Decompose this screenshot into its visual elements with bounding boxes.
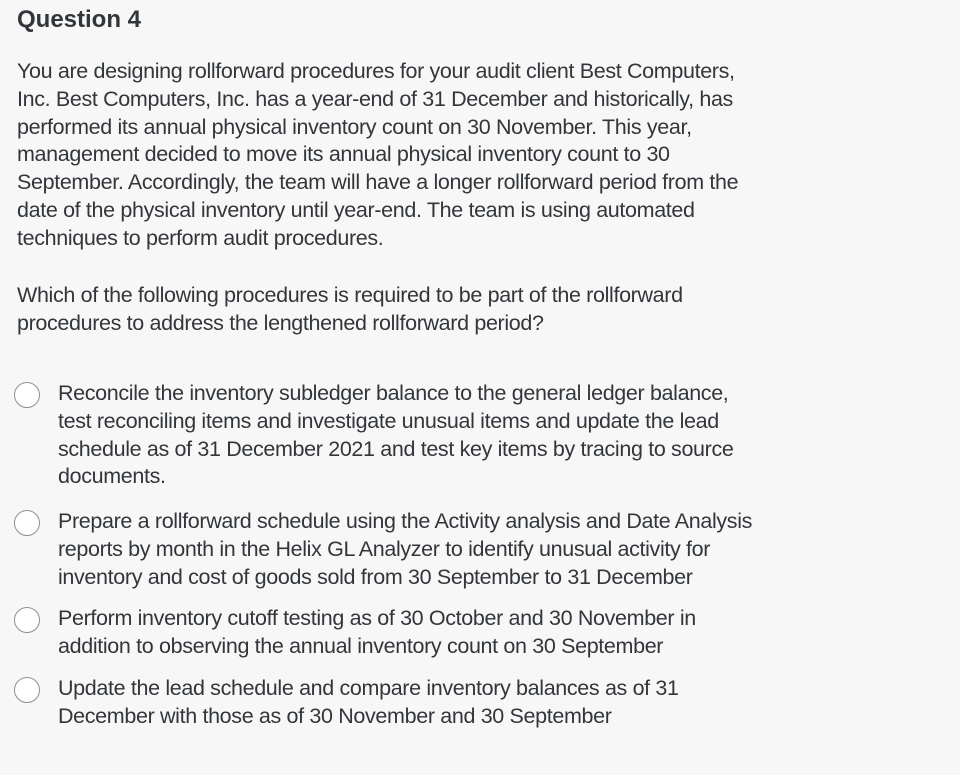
option-text (58, 675, 679, 731)
radio-button[interactable] (14, 677, 40, 703)
option-line: Update the lead schedule and compare inventory balances as of 31 (58, 676, 679, 700)
option-line: December with those as of 30 November and 30 September (58, 703, 612, 728)
answer-option-2[interactable] (14, 508, 752, 591)
question-scenario (17, 58, 738, 253)
option-line: Perform inventory cutoff testing as of 30 October and 30 November in (58, 606, 696, 630)
answer-option-4[interactable] (14, 675, 679, 731)
radio-button[interactable] (14, 607, 40, 633)
radio-button[interactable] (14, 510, 40, 536)
option-line: documents. (58, 464, 166, 489)
option-line: test reconciling items and investigate unusual items and update the lead (58, 408, 719, 433)
option-text (58, 380, 733, 491)
scenario-line: performed its annual physical inventory count on 30 November. This year, (17, 114, 692, 139)
option-line: schedule as of 31 December 2021 and test key items by tracing to source (58, 436, 734, 461)
option-text (58, 508, 752, 591)
option-line: Reconcile the inventory subledger balance to the general ledger balance, (58, 381, 729, 405)
scenario-line: date of the physical inventory until year-end. The team is using automated (17, 197, 695, 222)
prompt-line: procedures to address the lengthened rollforward period? (17, 310, 544, 335)
option-line: reports by month in the Helix GL Analyzer to identify unusual activity for (58, 536, 711, 561)
prompt-line: Which of the following procedures is required to be part of the rollforward (17, 283, 683, 307)
question-prompt (17, 282, 683, 338)
option-text (58, 605, 696, 661)
scenario-line: Inc. Best Computers, Inc. has a year-end of 31 December and historically, has (17, 86, 733, 111)
scenario-line: You are designing rollforward procedures for your audit client Best Computers, (17, 59, 735, 83)
scenario-line: management decided to move its annual physical inventory count to 30 (17, 142, 670, 167)
option-line: inventory and cost of goods sold from 30 September to 31 December (58, 564, 693, 589)
scenario-line: September. Accordingly, the team will have a longer rollforward period from the (17, 170, 739, 195)
scenario-line: techniques to perform audit procedures. (17, 225, 384, 250)
answer-option-3[interactable] (14, 605, 696, 661)
option-line: addition to observing the annual inventory count on 30 September (58, 633, 664, 658)
radio-button[interactable] (14, 382, 40, 408)
answer-option-1[interactable] (14, 380, 733, 491)
option-line: Prepare a rollforward schedule using the Activity analysis and Date Analysis (58, 509, 753, 533)
question-title: Question 4 (17, 6, 142, 33)
